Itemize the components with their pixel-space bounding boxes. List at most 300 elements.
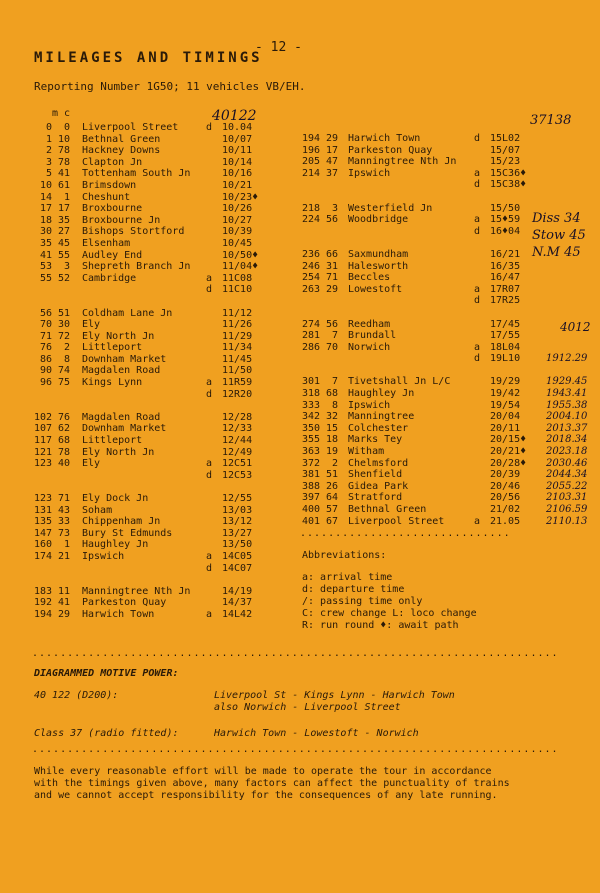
timing-row <box>30 563 300 575</box>
mileage-chains: 8 <box>63 353 70 365</box>
mileage-chains: 17 <box>57 203 70 215</box>
mileage-chains: 55 <box>57 249 70 261</box>
station-name: Kings Lynn <box>82 377 143 389</box>
timing-row <box>296 249 596 261</box>
mileage-chains: 1 <box>63 539 70 551</box>
mileage-chains: 3 <box>63 261 70 273</box>
station-name: Soham <box>82 504 113 516</box>
mileage-chains: 47 <box>325 156 338 168</box>
station-name: Beccles <box>348 272 391 284</box>
timing-row <box>30 180 300 192</box>
mileage-chains: 33 <box>57 516 70 528</box>
mileage-miles: 342 <box>301 411 320 423</box>
mileage-chains: 19 <box>325 446 338 458</box>
timing-row <box>296 168 596 180</box>
mileage-miles: 135 <box>33 516 52 528</box>
station-name: Haughley Jn <box>82 539 149 551</box>
timing-time: 18L04 <box>490 341 521 353</box>
mileage-miles: 86 <box>39 353 52 365</box>
mileage-chains: 29 <box>325 283 338 295</box>
station-name: Hackney Downs <box>82 145 161 157</box>
mileage-chains: 3 <box>331 202 338 214</box>
timing-time: 20/39 <box>490 469 521 481</box>
mileage-chains: 70 <box>325 341 338 353</box>
timing-time: 11/26 <box>222 319 253 331</box>
mileage-chains: 15 <box>325 422 338 434</box>
mileage-chains: 45 <box>57 237 70 249</box>
timing-row <box>296 469 596 481</box>
row-spacer <box>30 296 300 308</box>
timing-time: 20/04 <box>490 411 521 423</box>
handwritten-note: Stow 45 <box>532 228 586 243</box>
mileage-chains: 26 <box>325 480 338 492</box>
mileage-chains: 56 <box>325 214 338 226</box>
mileage-miles: 1 <box>45 133 52 145</box>
mileage-miles: 174 <box>33 550 52 562</box>
mileage-chains: 21 <box>57 550 70 562</box>
handwritten-actual-time: 1929.45 <box>546 376 588 388</box>
timing-row <box>30 435 300 447</box>
station-name: Harwich Town <box>348 133 421 144</box>
timing-time: 11R59 <box>222 377 253 389</box>
handwritten-actual-time: 2030.46 <box>546 457 588 469</box>
timing-row <box>30 516 300 528</box>
station-name: Saxmundham <box>348 248 409 260</box>
mileage-miles: 56 <box>39 307 52 319</box>
mileage-chains: 71 <box>325 272 338 284</box>
timing-row <box>296 446 596 458</box>
station-name: Tivetshall Jn L/C <box>348 376 451 388</box>
mileage-chains: 37 <box>325 167 338 179</box>
dotted-rule: .............................. <box>300 528 511 539</box>
station-name: Shenfield <box>348 469 403 481</box>
timing-time: 10/39 <box>222 226 253 238</box>
timing-time: 12/28 <box>222 411 253 423</box>
mileage-chains: 66 <box>325 248 338 260</box>
abbreviations-title: Abbreviations: <box>302 550 387 561</box>
timing-row <box>30 342 300 354</box>
timing-flag: a <box>474 167 481 179</box>
timing-row <box>296 214 596 226</box>
row-spacer <box>296 307 596 319</box>
timing-time: 20/15♦ <box>490 434 527 446</box>
station-name: Gidea Park <box>348 480 409 492</box>
mileage-miles: 123 <box>33 458 52 470</box>
mileage-miles: 76 <box>39 342 52 354</box>
timing-time: 15L02 <box>490 133 521 144</box>
timing-flag: a <box>474 214 481 226</box>
handwritten-actual-time: 2004.10 <box>546 411 588 423</box>
handwritten-actual-time: 2110.13 <box>546 515 588 527</box>
timing-time: 15/07 <box>490 144 521 156</box>
disclaimer-line: and we cannot accept responsibility for the consequences of any late running. <box>34 790 498 801</box>
timing-row <box>296 319 596 331</box>
handwritten-actual-time: 2018.34 <box>546 434 588 446</box>
mileage-miles: 205 <box>301 156 320 168</box>
mileage-chains: 7 <box>331 376 338 388</box>
timing-time: 17R07 <box>490 283 521 295</box>
station-name: Ipswich <box>348 399 391 411</box>
mileage-miles: 400 <box>301 504 320 515</box>
mileage-miles: 121 <box>33 446 52 458</box>
timing-row <box>296 145 596 157</box>
mileage-miles: 196 <box>301 144 320 156</box>
mileage-miles: 2 <box>45 145 52 157</box>
station-name: Broxbourne Jn <box>82 214 161 226</box>
timing-row <box>30 458 300 470</box>
mileage-chains: 27 <box>57 226 70 238</box>
station-name: Ely Dock Jn <box>82 493 149 504</box>
timing-row <box>30 134 300 146</box>
timing-row <box>30 145 300 157</box>
timing-time: 13/27 <box>222 527 253 539</box>
timing-row <box>30 365 300 377</box>
mileage-miles: 194 <box>33 608 52 620</box>
timing-time: 10/45 <box>222 237 253 249</box>
mileage-miles: 350 <box>301 422 320 434</box>
timing-time: 10/27 <box>222 214 253 226</box>
timing-row <box>30 505 300 517</box>
dotted-rule: ........................................................................... <box>32 648 559 659</box>
station-name: Bethnal Green <box>348 504 427 515</box>
timing-flag: d <box>474 295 481 307</box>
handwritten-actual-time: 2023.18 <box>546 446 588 458</box>
timing-time: 19/29 <box>490 376 521 388</box>
mileage-miles: 14 <box>39 191 52 203</box>
mileage-chains: 68 <box>57 435 70 447</box>
mileage-chains: 52 <box>57 272 70 284</box>
row-spacer <box>296 191 596 203</box>
timing-time: 10.04 <box>222 122 253 133</box>
timing-time: 16/47 <box>490 272 521 284</box>
station-name: Stratford <box>348 492 403 504</box>
mileage-chains: 75 <box>57 377 70 389</box>
timing-row <box>296 179 596 191</box>
mileage-miles: 363 <box>301 446 320 458</box>
station-name: Woodbridge <box>348 214 409 226</box>
timing-row <box>296 261 596 273</box>
mileage-chains: 67 <box>325 515 338 527</box>
timing-time: 19L10 <box>490 353 521 365</box>
timing-row <box>296 295 596 307</box>
timing-flag: d <box>474 353 481 365</box>
timing-time: 16/35 <box>490 260 521 272</box>
timing-row <box>30 122 300 134</box>
page-number: - 12 - <box>255 40 302 55</box>
mileage-miles: 18 <box>39 214 52 226</box>
mileage-chains: 41 <box>57 597 70 609</box>
timing-time: 14/19 <box>222 585 253 597</box>
station-name: Bury St Edmunds <box>82 527 173 539</box>
timing-time: 10/07 <box>222 133 253 145</box>
timing-time: 10/23♦ <box>222 191 259 203</box>
mileage-miles: 3 <box>45 156 52 168</box>
mileage-chains: 56 <box>325 318 338 330</box>
mileage-miles: 160 <box>33 539 52 551</box>
mileage-chains: 61 <box>57 179 70 191</box>
station-name: Chelmsford <box>348 457 409 469</box>
station-name: Littleport <box>82 435 143 447</box>
mileage-chains: 40 <box>57 458 70 470</box>
mileage-miles: 30 <box>39 226 52 238</box>
abbreviation-item: R: run round ♦: await path <box>302 620 459 631</box>
timing-flag: a <box>206 550 213 562</box>
mileage-miles: 281 <box>301 330 320 342</box>
handwritten-note: Diss 34 <box>532 211 581 226</box>
mileage-chains: 10 <box>57 133 70 145</box>
station-name: Cambridge <box>82 272 137 284</box>
motive-power-loco: 40 122 (D200): <box>34 690 119 701</box>
station-name: Reedham <box>348 318 391 330</box>
left-timing-table <box>30 122 300 621</box>
timing-time: 10/50♦ <box>222 249 259 261</box>
mileage-chains: 8 <box>331 399 338 411</box>
mileage-miles: 388 <box>301 480 320 492</box>
timing-time: 11/45 <box>222 353 253 365</box>
timing-row <box>30 470 300 482</box>
timing-row <box>296 156 596 168</box>
timing-row <box>296 376 596 388</box>
timing-row <box>30 412 300 424</box>
mileage-miles: 301 <box>301 376 320 388</box>
timing-row <box>30 447 300 459</box>
station-name: Ely <box>82 319 101 331</box>
abbreviation-item: d: departure time <box>302 584 405 595</box>
station-name: Lowestoft <box>348 283 403 295</box>
handwritten-actual-time: 2013.37 <box>546 422 588 434</box>
timing-row <box>30 203 300 215</box>
mileage-chains: 29 <box>325 133 338 144</box>
timing-row <box>30 319 300 331</box>
timing-row <box>30 377 300 389</box>
timing-time: 11C10 <box>222 284 253 296</box>
mileage-miles: 90 <box>39 365 52 377</box>
station-name: Ely North Jn <box>82 446 155 458</box>
timing-row <box>30 168 300 180</box>
mileage-miles: 236 <box>301 248 320 260</box>
row-spacer <box>296 365 596 377</box>
timing-time: 14C05 <box>222 550 253 562</box>
row-spacer <box>30 574 300 586</box>
station-name: Ely North Jn <box>82 330 155 342</box>
mileage-miles: 355 <box>301 434 320 446</box>
row-spacer <box>30 481 300 493</box>
station-name: Harwich Town <box>82 608 155 620</box>
mileage-miles: 96 <box>39 377 52 389</box>
mileage-chains: 51 <box>325 469 338 481</box>
station-name: Magdalen Road <box>82 365 161 377</box>
timing-flag: d <box>206 469 213 481</box>
timing-flag: a <box>206 608 213 620</box>
handwritten-actual-time: 2044.34 <box>546 469 588 481</box>
mileage-miles: 183 <box>33 585 52 597</box>
timing-row <box>296 423 596 435</box>
handwritten-actual-time: 1943.41 <box>546 388 588 400</box>
mileage-miles: 372 <box>301 457 320 469</box>
timing-row <box>296 330 596 342</box>
timing-row <box>296 458 596 470</box>
timing-time: 10/21 <box>222 179 253 191</box>
timing-time: 16♦04 <box>490 225 521 237</box>
mileage-miles: 333 <box>301 399 320 411</box>
station-name: Ipswich <box>348 167 391 179</box>
mileage-chains: 30 <box>57 319 70 331</box>
timing-row <box>296 284 596 296</box>
mileage-chains: 2 <box>63 342 70 354</box>
timing-row <box>296 411 596 423</box>
timing-row <box>30 250 300 262</box>
timing-row <box>30 215 300 227</box>
timing-time: 15C36♦ <box>490 167 527 179</box>
mileage-chains: 71 <box>57 493 70 504</box>
timing-time: 12/55 <box>222 493 253 504</box>
handwritten-actual-time: 1955.38 <box>546 399 588 411</box>
timing-row <box>30 551 300 563</box>
timing-flag: d <box>206 562 213 574</box>
station-name: Broxbourne <box>82 203 143 215</box>
timing-time: 11/50 <box>222 365 253 377</box>
row-spacer <box>30 400 300 412</box>
station-name: Elsenham <box>82 237 131 249</box>
motive-power-route: Harwich Town - Lowestoft - Norwich <box>214 728 419 739</box>
timing-row <box>30 284 300 296</box>
handwritten-ref-number: 37138 <box>530 113 572 128</box>
mileage-chains: 1 <box>63 191 70 203</box>
mileage-chains: 0 <box>63 122 70 133</box>
mileage-miles: 401 <box>301 515 320 527</box>
timing-row <box>296 388 596 400</box>
timing-time: 14/37 <box>222 597 253 609</box>
station-name: Manningtree Nth Jn <box>348 156 457 168</box>
timing-time: 21/02 <box>490 504 521 515</box>
station-name: Magdalen Road <box>82 411 161 423</box>
station-name: Ely <box>82 458 101 470</box>
timing-row <box>30 261 300 273</box>
timing-row <box>296 203 596 215</box>
mileage-miles: 107 <box>33 423 52 435</box>
station-name: Manningtree Nth Jn <box>82 585 191 597</box>
mileage-chains: 7 <box>331 330 338 342</box>
handwritten-actual-time: 2106.59 <box>546 504 588 515</box>
timing-row <box>30 389 300 401</box>
timing-time: 19/42 <box>490 388 521 400</box>
timing-time: 11/29 <box>222 330 253 342</box>
timing-row <box>296 342 596 354</box>
mileage-chains: 41 <box>57 168 70 180</box>
mileage-miles: 35 <box>39 237 52 249</box>
mileage-miles: 131 <box>33 504 52 516</box>
timing-time: 12/49 <box>222 446 253 458</box>
station-name: Liverpool Street <box>348 515 445 527</box>
timing-time: 11/04♦ <box>222 261 259 273</box>
timing-time: 15/23 <box>490 156 521 168</box>
timing-time: 15/50 <box>490 202 521 214</box>
timing-time: 12C51 <box>222 458 253 470</box>
timing-time: 21.05 <box>490 515 521 527</box>
timing-row <box>296 353 596 365</box>
mileage-chains: 43 <box>57 504 70 516</box>
timing-row <box>296 492 596 504</box>
mileage-chains: 29 <box>57 608 70 620</box>
timing-flag: d <box>474 225 481 237</box>
timing-time: 10/16 <box>222 168 253 180</box>
timing-row <box>30 331 300 343</box>
station-name: Parkeston Quay <box>82 597 167 609</box>
timing-time: 11/12 <box>222 307 253 319</box>
mileage-miles: 10 <box>39 179 52 191</box>
timing-row <box>30 308 300 320</box>
mileage-miles: 123 <box>33 493 52 504</box>
station-name: Marks Tey <box>348 434 403 446</box>
station-name: Downham Market <box>82 353 167 365</box>
motive-power-route <box>214 690 455 714</box>
dotted-rule: ........................................................................... <box>32 744 559 755</box>
mileage-miles: 397 <box>301 492 320 504</box>
timing-row <box>296 516 596 528</box>
timing-flag: d <box>474 133 481 144</box>
station-name: Norwich <box>348 341 391 353</box>
timing-time: 13/12 <box>222 516 253 528</box>
timing-time: 20/28♦ <box>490 457 527 469</box>
mileage-chains: 73 <box>57 527 70 539</box>
timing-row <box>296 400 596 412</box>
mileage-chains: 78 <box>57 145 70 157</box>
timing-time: 17/55 <box>490 330 521 342</box>
timing-time: 17R25 <box>490 295 521 307</box>
row-spacer <box>296 237 596 249</box>
timing-time: 10/26 <box>222 203 253 215</box>
timing-time: 20/21♦ <box>490 446 527 458</box>
timing-flag: d <box>206 122 213 133</box>
timing-time: 10/14 <box>222 156 253 168</box>
timing-time: 12/44 <box>222 435 253 447</box>
station-name: Bethnal Green <box>82 133 161 145</box>
timing-row <box>30 586 300 598</box>
timing-time: 13/03 <box>222 504 253 516</box>
mileage-miles: 55 <box>39 272 52 284</box>
mileage-miles: 194 <box>301 133 320 144</box>
timing-flag: a <box>474 341 481 353</box>
mileage-chains: 62 <box>57 423 70 435</box>
mileage-header: m c <box>52 108 71 119</box>
timing-row <box>30 273 300 285</box>
mileage-miles: 224 <box>301 214 320 226</box>
mileage-chains: 2 <box>331 457 338 469</box>
timing-row <box>30 238 300 250</box>
timing-time: 10/11 <box>222 145 253 157</box>
timing-row <box>30 539 300 551</box>
station-name: Downham Market <box>82 423 167 435</box>
mileage-chains: 51 <box>57 307 70 319</box>
timing-flag: d <box>474 179 481 191</box>
timing-flag: a <box>206 377 213 389</box>
mileage-miles: 286 <box>301 341 320 353</box>
motive-power-title: DIAGRAMMED MOTIVE POWER: <box>34 668 179 679</box>
station-name: Bishops Stortford <box>82 226 185 238</box>
mileage-miles: 71 <box>39 330 52 342</box>
timing-time: 20/46 <box>490 480 521 492</box>
timing-time: 14C07 <box>222 562 253 574</box>
handwritten-note: 4012 <box>560 320 591 334</box>
timing-flag: a <box>206 272 213 284</box>
abbreviation-item: a: arrival time <box>302 572 393 583</box>
timing-time: 20/11 <box>490 422 521 434</box>
mileage-miles: 17 <box>39 203 52 215</box>
mileage-miles: 263 <box>301 283 320 295</box>
timing-time: 20/56 <box>490 492 521 504</box>
reporting-number: Reporting Number 1G50; 11 vehicles VB/EH. <box>34 80 306 93</box>
timing-row <box>296 133 596 145</box>
